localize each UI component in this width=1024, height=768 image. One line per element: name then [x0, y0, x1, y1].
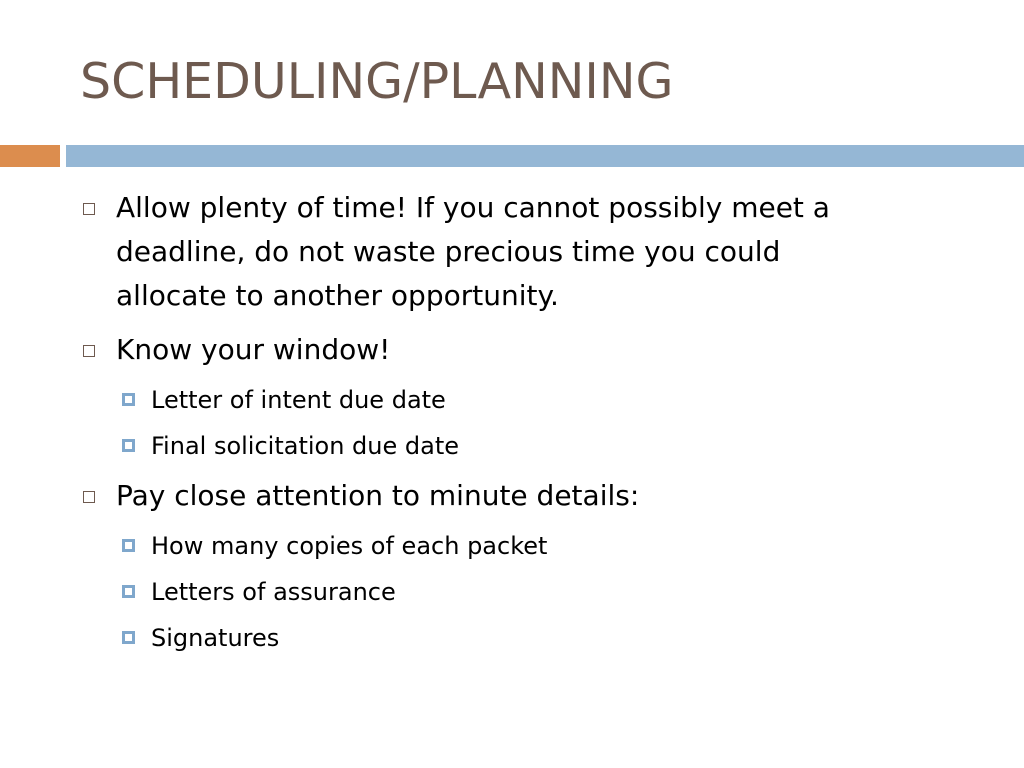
bullet-text-line: deadline, do not waste precious time you could: [116, 235, 781, 268]
sub-bullet-item: [80, 426, 980, 466]
framed-square-bullet-icon: [122, 631, 135, 644]
hollow-square-bullet-icon: [83, 491, 95, 503]
sub-bullet-item: [80, 526, 980, 566]
framed-square-bullet-icon: [122, 393, 135, 406]
sub-bullet-text: Final solicitation due date: [151, 432, 460, 460]
bullet-text-line: allocate to another opportunity.: [116, 279, 559, 312]
bullet-text-line: Allow plenty of time! If you cannot possibly meet a: [116, 191, 830, 224]
framed-square-bullet-icon: [122, 585, 135, 598]
bullet-item: [80, 186, 980, 318]
bullet-list: [80, 186, 980, 666]
framed-square-bullet-icon: [122, 539, 135, 552]
accent-bar: [0, 145, 60, 167]
sub-bullet-text: Letter of intent due date: [151, 386, 446, 414]
framed-square-bullet-icon: [122, 439, 135, 452]
slide-title: SCHEDULING/PLANNING: [80, 53, 674, 110]
title-rule-bar: [66, 145, 1024, 167]
hollow-square-bullet-icon: [83, 203, 95, 215]
sub-bullet-text: Letters of assurance: [151, 578, 396, 606]
hollow-square-bullet-icon: [83, 345, 95, 357]
bullet-text-line: Know your window!: [116, 333, 391, 366]
bullet-text-line: Pay close attention to minute details:: [116, 479, 640, 512]
sub-bullet-text: Signatures: [151, 624, 280, 652]
bullet-item: [80, 474, 980, 518]
sub-bullet-item: [80, 380, 980, 420]
sub-bullet-text: How many copies of each packet: [151, 532, 548, 560]
sub-bullet-item: [80, 618, 980, 658]
sub-bullet-item: [80, 572, 980, 612]
bullet-item: [80, 328, 980, 372]
